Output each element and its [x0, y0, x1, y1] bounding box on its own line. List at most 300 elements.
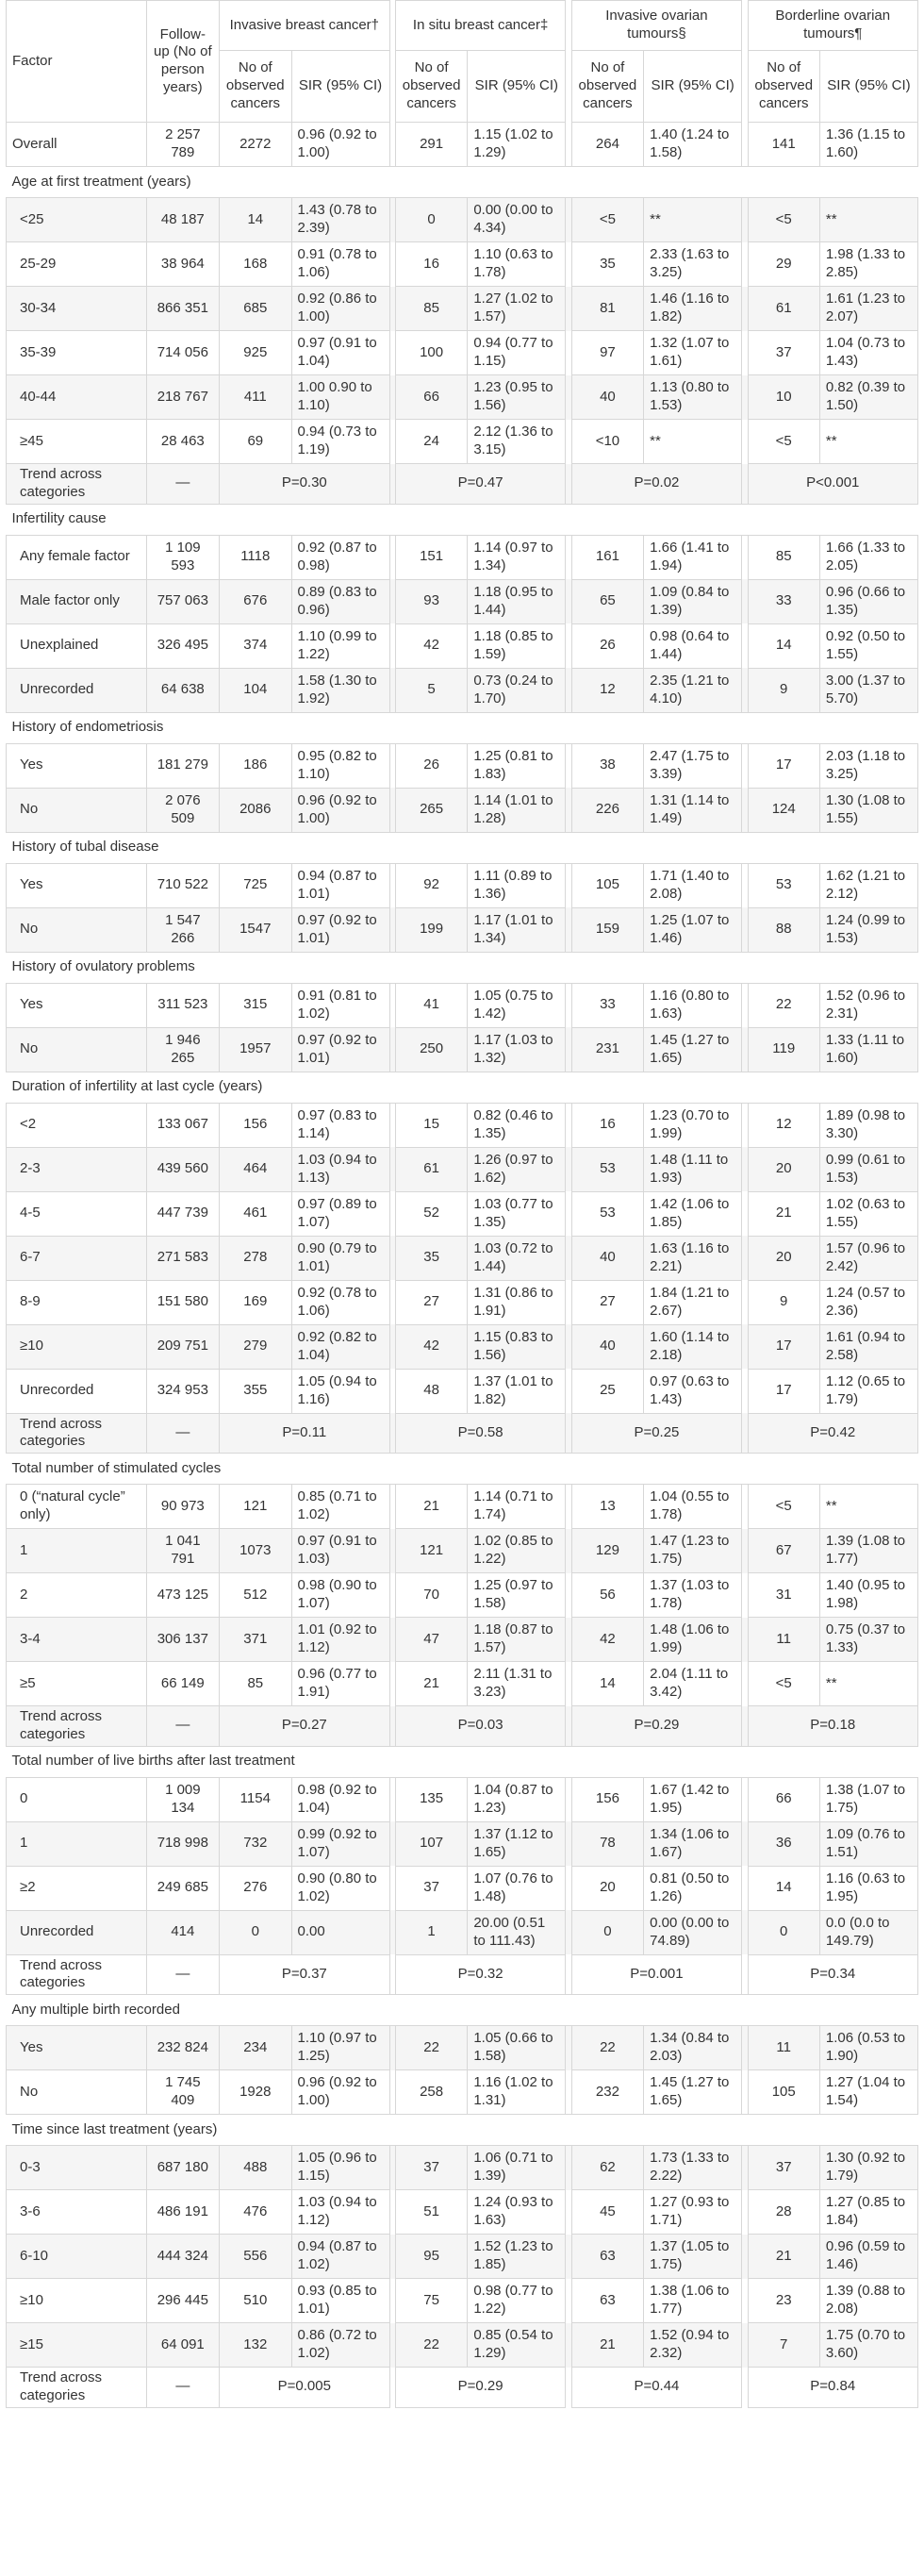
sir-header: SIR (95% CI): [468, 50, 566, 122]
observed-count: 169: [220, 1280, 291, 1324]
observed-count: 56: [571, 1573, 643, 1618]
sir-value: 0.91 (0.81 to 1.02): [291, 983, 389, 1027]
observed-count: 2086: [220, 788, 291, 832]
sir-value: 1.06 (0.71 to 1.39): [468, 2146, 566, 2190]
sir-value: 0.82 (0.39 to 1.50): [819, 375, 917, 420]
sir-value: 20.00 (0.51 to 111.43): [468, 1910, 566, 1954]
observed-count: 14: [748, 623, 819, 668]
table-row: [7, 331, 918, 375]
factor-label: Unrecorded: [7, 1910, 147, 1954]
observed-count: 1928: [220, 2070, 291, 2115]
section-heading-row: [7, 2115, 918, 2146]
factor-label: ≥15: [7, 2323, 147, 2368]
observed-count: 925: [220, 331, 291, 375]
observed-count: 14: [748, 1866, 819, 1910]
sir-value: 0.97 (0.91 to 1.04): [291, 331, 389, 375]
section-heading: Time since last treatment (years): [7, 2115, 918, 2146]
followup-value: 866 351: [146, 287, 219, 331]
observed-count: 21: [395, 1485, 467, 1529]
followup-value: —: [146, 464, 219, 505]
section-heading-row: [7, 1995, 918, 2026]
observed-count: 121: [395, 1529, 467, 1573]
sir-value: **: [819, 420, 917, 464]
sir-value: 0.96 (0.92 to 1.00): [291, 788, 389, 832]
trend-p-value: P=0.42: [748, 1413, 918, 1454]
n-observed-header: No of observed cancers: [748, 50, 819, 122]
observed-count: 104: [220, 668, 291, 712]
observed-count: 250: [395, 1027, 467, 1072]
observed-count: 9: [748, 668, 819, 712]
observed-count: 14: [220, 198, 291, 242]
sir-value: 1.31 (1.14 to 1.49): [644, 788, 742, 832]
sir-value: 0.97 (0.91 to 1.03): [291, 1529, 389, 1573]
factor-label: 1: [7, 1821, 147, 1866]
observed-count: 52: [395, 1191, 467, 1236]
followup-value: 90 973: [146, 1485, 219, 1529]
observed-count: 63: [571, 2235, 643, 2279]
table-row: [7, 1236, 918, 1280]
observed-count: 315: [220, 983, 291, 1027]
table-row: [7, 1191, 918, 1236]
followup-value: 218 767: [146, 375, 219, 420]
section-heading-row: [7, 1072, 918, 1103]
observed-count: 48: [395, 1369, 467, 1413]
followup-value: 447 739: [146, 1191, 219, 1236]
observed-count: 1154: [220, 1777, 291, 1821]
trend-p-value: P=0.34: [748, 1954, 918, 1995]
factor-label: Unexplained: [7, 623, 147, 668]
sir-value: 1.37 (1.12 to 1.65): [468, 1821, 566, 1866]
sir-value: 0.81 (0.50 to 1.26): [644, 1866, 742, 1910]
sir-value: 1.62 (1.21 to 2.12): [819, 863, 917, 907]
observed-count: 464: [220, 1147, 291, 1191]
observed-count: <5: [748, 1662, 819, 1706]
observed-count: 278: [220, 1236, 291, 1280]
followup-value: 1 009 134: [146, 1777, 219, 1821]
sir-value: 2.04 (1.11 to 3.42): [644, 1662, 742, 1706]
followup-value: 473 125: [146, 1573, 219, 1618]
table-row: [7, 287, 918, 331]
observed-count: 1073: [220, 1529, 291, 1573]
observed-count: 1957: [220, 1027, 291, 1072]
trend-p-value: P=0.29: [395, 2368, 565, 2408]
sir-value: 1.71 (1.40 to 2.08): [644, 863, 742, 907]
observed-count: 45: [571, 2190, 643, 2235]
observed-count: 12: [748, 1103, 819, 1147]
factor-label: Male factor only: [7, 579, 147, 623]
observed-count: 232: [571, 2070, 643, 2115]
followup-value: 249 685: [146, 1866, 219, 1910]
sir-value: 1.06 (0.53 to 1.90): [819, 2026, 917, 2070]
observed-count: 61: [395, 1147, 467, 1191]
sir-value: 1.10 (0.97 to 1.25): [291, 2026, 389, 2070]
sir-value: 1.02 (0.63 to 1.55): [819, 1191, 917, 1236]
sir-value: 0.86 (0.72 to 1.02): [291, 2323, 389, 2368]
observed-count: 279: [220, 1324, 291, 1369]
table-row: [7, 1910, 918, 1954]
sir-value: 0.00: [291, 1910, 389, 1954]
observed-count: 1: [395, 1910, 467, 1954]
factor-label: 3-6: [7, 2190, 147, 2235]
section-heading: Total number of live births after last treatment: [7, 1746, 918, 1777]
observed-count: 265: [395, 788, 467, 832]
trend-p-value: P=0.005: [220, 2368, 389, 2408]
sir-value: 0.98 (0.64 to 1.44): [644, 623, 742, 668]
table-row: [7, 1324, 918, 1369]
observed-count: 88: [748, 907, 819, 952]
observed-count: 21: [395, 1662, 467, 1706]
sir-value: 0.95 (0.82 to 1.10): [291, 743, 389, 788]
sir-value: 1.16 (1.02 to 1.31): [468, 2070, 566, 2115]
observed-count: <5: [748, 1485, 819, 1529]
sir-value: 1.25 (0.97 to 1.58): [468, 1573, 566, 1618]
sir-value: 0.98 (0.77 to 1.22): [468, 2279, 566, 2323]
sir-value: 1.30 (0.92 to 1.79): [819, 2146, 917, 2190]
sir-value: 1.03 (0.72 to 1.44): [468, 1236, 566, 1280]
sir-value: 0.00 (0.00 to 74.89): [644, 1910, 742, 1954]
observed-count: 17: [748, 743, 819, 788]
sir-header: SIR (95% CI): [819, 50, 917, 122]
table-row: [7, 863, 918, 907]
sir-value: 1.60 (1.14 to 2.18): [644, 1324, 742, 1369]
observed-count: 27: [395, 1280, 467, 1324]
section-heading: Total number of stimulated cycles: [7, 1454, 918, 1485]
observed-count: 97: [571, 331, 643, 375]
observed-count: 27: [571, 1280, 643, 1324]
followup-value: 133 067: [146, 1103, 219, 1147]
trend-p-value: P=0.02: [571, 464, 741, 505]
sir-value: 1.25 (1.07 to 1.46): [644, 907, 742, 952]
table-row: [7, 983, 918, 1027]
sir-value: 1.18 (0.95 to 1.44): [468, 579, 566, 623]
table-row: [7, 2070, 918, 2115]
header-row-top: [7, 1, 918, 51]
observed-count: 0: [220, 1910, 291, 1954]
sir-value: 1.47 (1.23 to 1.75): [644, 1529, 742, 1573]
sir-value: 1.18 (0.87 to 1.57): [468, 1618, 566, 1662]
observed-count: 121: [220, 1485, 291, 1529]
observed-count: 65: [571, 579, 643, 623]
observed-count: 38: [571, 743, 643, 788]
trend-p-value: P=0.18: [748, 1706, 918, 1747]
sir-value: **: [819, 1662, 917, 1706]
factor-label: <2: [7, 1103, 147, 1147]
observed-count: 374: [220, 623, 291, 668]
observed-count: 512: [220, 1573, 291, 1618]
observed-count: 40: [571, 1236, 643, 1280]
observed-count: 37: [395, 2146, 467, 2190]
table-body: [7, 123, 918, 2408]
observed-count: 67: [748, 1529, 819, 1573]
followup-value: 444 324: [146, 2235, 219, 2279]
table-row: [7, 1821, 918, 1866]
observed-count: 411: [220, 375, 291, 420]
factor-label: No: [7, 1027, 147, 1072]
observed-count: 22: [748, 983, 819, 1027]
observed-count: 26: [571, 623, 643, 668]
factor-label: ≥10: [7, 1324, 147, 1369]
observed-count: 0: [571, 1910, 643, 1954]
sir-value: 2.03 (1.18 to 3.25): [819, 743, 917, 788]
observed-count: 42: [395, 1324, 467, 1369]
table-row: [7, 2235, 918, 2279]
observed-count: 22: [395, 2323, 467, 2368]
observed-count: 276: [220, 1866, 291, 1910]
section-heading: History of ovulatory problems: [7, 952, 918, 983]
sir-value: 1.30 (1.08 to 1.55): [819, 788, 917, 832]
table-row: [7, 535, 918, 579]
table-row: [7, 788, 918, 832]
sir-value: 2.12 (1.36 to 3.15): [468, 420, 566, 464]
sir-value: 1.63 (1.16 to 2.21): [644, 1236, 742, 1280]
sir-value: 0.96 (0.59 to 1.46): [819, 2235, 917, 2279]
observed-count: 42: [395, 623, 467, 668]
factor-label: Trend across categories: [7, 1413, 147, 1454]
observed-count: 7: [748, 2323, 819, 2368]
sir-value: 0.97 (0.92 to 1.01): [291, 907, 389, 952]
trend-p-value: P=0.44: [571, 2368, 741, 2408]
observed-count: 234: [220, 2026, 291, 2070]
sir-value: 1.48 (1.11 to 1.93): [644, 1147, 742, 1191]
factor-label: Trend across categories: [7, 1954, 147, 1995]
factor-label: Unrecorded: [7, 668, 147, 712]
followup-value: 151 580: [146, 1280, 219, 1324]
insitu-breast-header: In situ breast cancer‡: [395, 1, 565, 51]
section-heading-row: [7, 832, 918, 863]
observed-count: <5: [748, 420, 819, 464]
observed-count: 476: [220, 2190, 291, 2235]
sir-value: 0.98 (0.92 to 1.04): [291, 1777, 389, 1821]
observed-count: 291: [395, 123, 467, 167]
factor-label: 2: [7, 1573, 147, 1618]
section-heading-row: [7, 504, 918, 535]
trend-p-value: P=0.47: [395, 464, 565, 505]
sir-header: SIR (95% CI): [291, 50, 389, 122]
section-heading: Any multiple birth recorded: [7, 1995, 918, 2026]
observed-count: 14: [571, 1662, 643, 1706]
sir-value: 1.39 (1.08 to 1.77): [819, 1529, 917, 1573]
invasive-ovarian-header: Invasive ovarian tumours§: [571, 1, 741, 51]
sir-value: 0.92 (0.86 to 1.00): [291, 287, 389, 331]
section-heading: Age at first treatment (years): [7, 167, 918, 198]
sir-value: 0.93 (0.85 to 1.01): [291, 2279, 389, 2323]
followup-value: 326 495: [146, 623, 219, 668]
sir-value: 1.11 (0.89 to 1.36): [468, 863, 566, 907]
observed-count: 53: [571, 1147, 643, 1191]
sir-value: 1.84 (1.21 to 2.67): [644, 1280, 742, 1324]
trend-p-value: P=0.32: [395, 1954, 565, 1995]
observed-count: 168: [220, 242, 291, 287]
sir-header: SIR (95% CI): [644, 50, 742, 122]
trend-p-value: P=0.37: [220, 1954, 389, 1995]
sir-value: 1.27 (1.04 to 1.54): [819, 2070, 917, 2115]
followup-value: 1 109 593: [146, 535, 219, 579]
observed-count: 119: [748, 1027, 819, 1072]
observed-count: 2272: [220, 123, 291, 167]
sir-value: 1.24 (0.99 to 1.53): [819, 907, 917, 952]
observed-count: 20: [748, 1236, 819, 1280]
observed-count: 105: [571, 863, 643, 907]
observed-count: 93: [395, 579, 467, 623]
sir-value: 1.27 (0.93 to 1.71): [644, 2190, 742, 2235]
sir-value: 1.17 (1.01 to 1.34): [468, 907, 566, 952]
sir-value: 1.04 (0.55 to 1.78): [644, 1485, 742, 1529]
followup-value: 486 191: [146, 2190, 219, 2235]
sir-value: 1.73 (1.33 to 2.22): [644, 2146, 742, 2190]
observed-count: 69: [220, 420, 291, 464]
factor-label: Yes: [7, 983, 147, 1027]
factor-label: 3-4: [7, 1618, 147, 1662]
observed-count: 161: [571, 535, 643, 579]
table-row: [7, 2190, 918, 2235]
observed-count: 51: [395, 2190, 467, 2235]
observed-count: 78: [571, 1821, 643, 1866]
sir-value: 1.48 (1.06 to 1.99): [644, 1618, 742, 1662]
table-row: [7, 1369, 918, 1413]
table-row: [7, 2279, 918, 2323]
sir-value: 1.10 (0.63 to 1.78): [468, 242, 566, 287]
factor-label: No: [7, 2070, 147, 2115]
followup-value: 232 824: [146, 2026, 219, 2070]
factor-label: Trend across categories: [7, 1706, 147, 1747]
observed-count: 132: [220, 2323, 291, 2368]
factor-label: 40-44: [7, 375, 147, 420]
sir-value: 1.03 (0.94 to 1.12): [291, 2190, 389, 2235]
observed-count: 21: [748, 1191, 819, 1236]
observed-count: 33: [571, 983, 643, 1027]
trend-row: [7, 1954, 918, 1995]
followup-value: 710 522: [146, 863, 219, 907]
sir-value: 1.45 (1.27 to 1.65): [644, 1027, 742, 1072]
table-row: [7, 579, 918, 623]
observed-count: 355: [220, 1369, 291, 1413]
sir-value: 1.13 (0.80 to 1.53): [644, 375, 742, 420]
factor-label: 2-3: [7, 1147, 147, 1191]
sir-value: 1.37 (1.05 to 1.75): [644, 2235, 742, 2279]
trend-p-value: P=0.30: [220, 464, 389, 505]
section-heading: History of tubal disease: [7, 832, 918, 863]
sir-value: 0.90 (0.79 to 1.01): [291, 1236, 389, 1280]
sir-value: 1.40 (0.95 to 1.98): [819, 1573, 917, 1618]
observed-count: 20: [571, 1866, 643, 1910]
sir-value: **: [819, 1485, 917, 1529]
section-heading-row: [7, 167, 918, 198]
sir-value: 1.89 (0.98 to 3.30): [819, 1103, 917, 1147]
followup-value: 714 056: [146, 331, 219, 375]
followup-value: 757 063: [146, 579, 219, 623]
observed-count: 15: [395, 1103, 467, 1147]
sir-value: 1.04 (0.87 to 1.23): [468, 1777, 566, 1821]
observed-count: 53: [571, 1191, 643, 1236]
sir-value: 0.94 (0.73 to 1.19): [291, 420, 389, 464]
sir-value: **: [644, 198, 742, 242]
table-row: [7, 2323, 918, 2368]
sir-value: 0.91 (0.78 to 1.06): [291, 242, 389, 287]
factor-label: Trend across categories: [7, 464, 147, 505]
observed-count: 66: [395, 375, 467, 420]
sir-value: 1.37 (1.01 to 1.82): [468, 1369, 566, 1413]
observed-count: 371: [220, 1618, 291, 1662]
followup-value: 28 463: [146, 420, 219, 464]
table-row: [7, 420, 918, 464]
sir-value: 1.16 (0.63 to 1.95): [819, 1866, 917, 1910]
observed-count: 81: [571, 287, 643, 331]
table-row: [7, 1103, 918, 1147]
sir-value: 1.42 (1.06 to 1.85): [644, 1191, 742, 1236]
sir-value: 1.38 (1.06 to 1.77): [644, 2279, 742, 2323]
results-table: [6, 0, 918, 2408]
observed-count: 41: [395, 983, 467, 1027]
observed-count: 12: [571, 668, 643, 712]
table-row: [7, 198, 918, 242]
sir-value: 0.73 (0.24 to 1.70): [468, 668, 566, 712]
trend-row: [7, 2368, 918, 2408]
followup-header: Follow-up (No of person years): [146, 1, 219, 123]
n-observed-header: No of observed cancers: [220, 50, 291, 122]
factor-label: Yes: [7, 743, 147, 788]
observed-count: 107: [395, 1821, 467, 1866]
observed-count: 21: [748, 2235, 819, 2279]
sir-value: 1.26 (0.97 to 1.62): [468, 1147, 566, 1191]
sir-value: 1.52 (0.96 to 2.31): [819, 983, 917, 1027]
observed-count: 10: [748, 375, 819, 420]
factor-label: Unrecorded: [7, 1369, 147, 1413]
observed-count: <10: [571, 420, 643, 464]
sir-value: 1.15 (1.02 to 1.29): [468, 123, 566, 167]
section-heading: Infertility cause: [7, 504, 918, 535]
sir-value: 2.35 (1.21 to 4.10): [644, 668, 742, 712]
sir-value: 1.05 (0.96 to 1.15): [291, 2146, 389, 2190]
sir-value: 1.61 (1.23 to 2.07): [819, 287, 917, 331]
sir-value: 1.14 (0.97 to 1.34): [468, 535, 566, 579]
observed-count: 24: [395, 420, 467, 464]
followup-value: 687 180: [146, 2146, 219, 2190]
factor-label: 30-34: [7, 287, 147, 331]
sir-value: 0.92 (0.82 to 1.04): [291, 1324, 389, 1369]
sir-value: 1.34 (0.84 to 2.03): [644, 2026, 742, 2070]
table-row: [7, 1280, 918, 1324]
factor-label: Yes: [7, 2026, 147, 2070]
sir-value: 0.75 (0.37 to 1.33): [819, 1618, 917, 1662]
followup-value: 181 279: [146, 743, 219, 788]
factor-header: Factor: [7, 1, 147, 123]
sir-value: 0.92 (0.87 to 0.98): [291, 535, 389, 579]
sir-value: 1.15 (0.83 to 1.56): [468, 1324, 566, 1369]
trend-p-value: P=0.84: [748, 2368, 918, 2408]
sir-value: 2.11 (1.31 to 3.23): [468, 1662, 566, 1706]
observed-count: 31: [748, 1573, 819, 1618]
observed-count: 66: [748, 1777, 819, 1821]
observed-count: 62: [571, 2146, 643, 2190]
followup-value: 64 091: [146, 2323, 219, 2368]
observed-count: 685: [220, 287, 291, 331]
observed-count: 29: [748, 242, 819, 287]
observed-count: 95: [395, 2235, 467, 2279]
sir-value: 1.14 (0.71 to 1.74): [468, 1485, 566, 1529]
followup-value: 1 946 265: [146, 1027, 219, 1072]
observed-count: 124: [748, 788, 819, 832]
sir-value: 0.96 (0.92 to 1.00): [291, 2070, 389, 2115]
trend-p-value: P=0.58: [395, 1413, 565, 1454]
observed-count: 151: [395, 535, 467, 579]
sir-value: **: [644, 420, 742, 464]
followup-value: 64 638: [146, 668, 219, 712]
trend-p-value: P=0.27: [220, 1706, 389, 1747]
sir-value: **: [819, 198, 917, 242]
table-row: [7, 1147, 918, 1191]
observed-count: 100: [395, 331, 467, 375]
trend-p-value: P<0.001: [748, 464, 918, 505]
